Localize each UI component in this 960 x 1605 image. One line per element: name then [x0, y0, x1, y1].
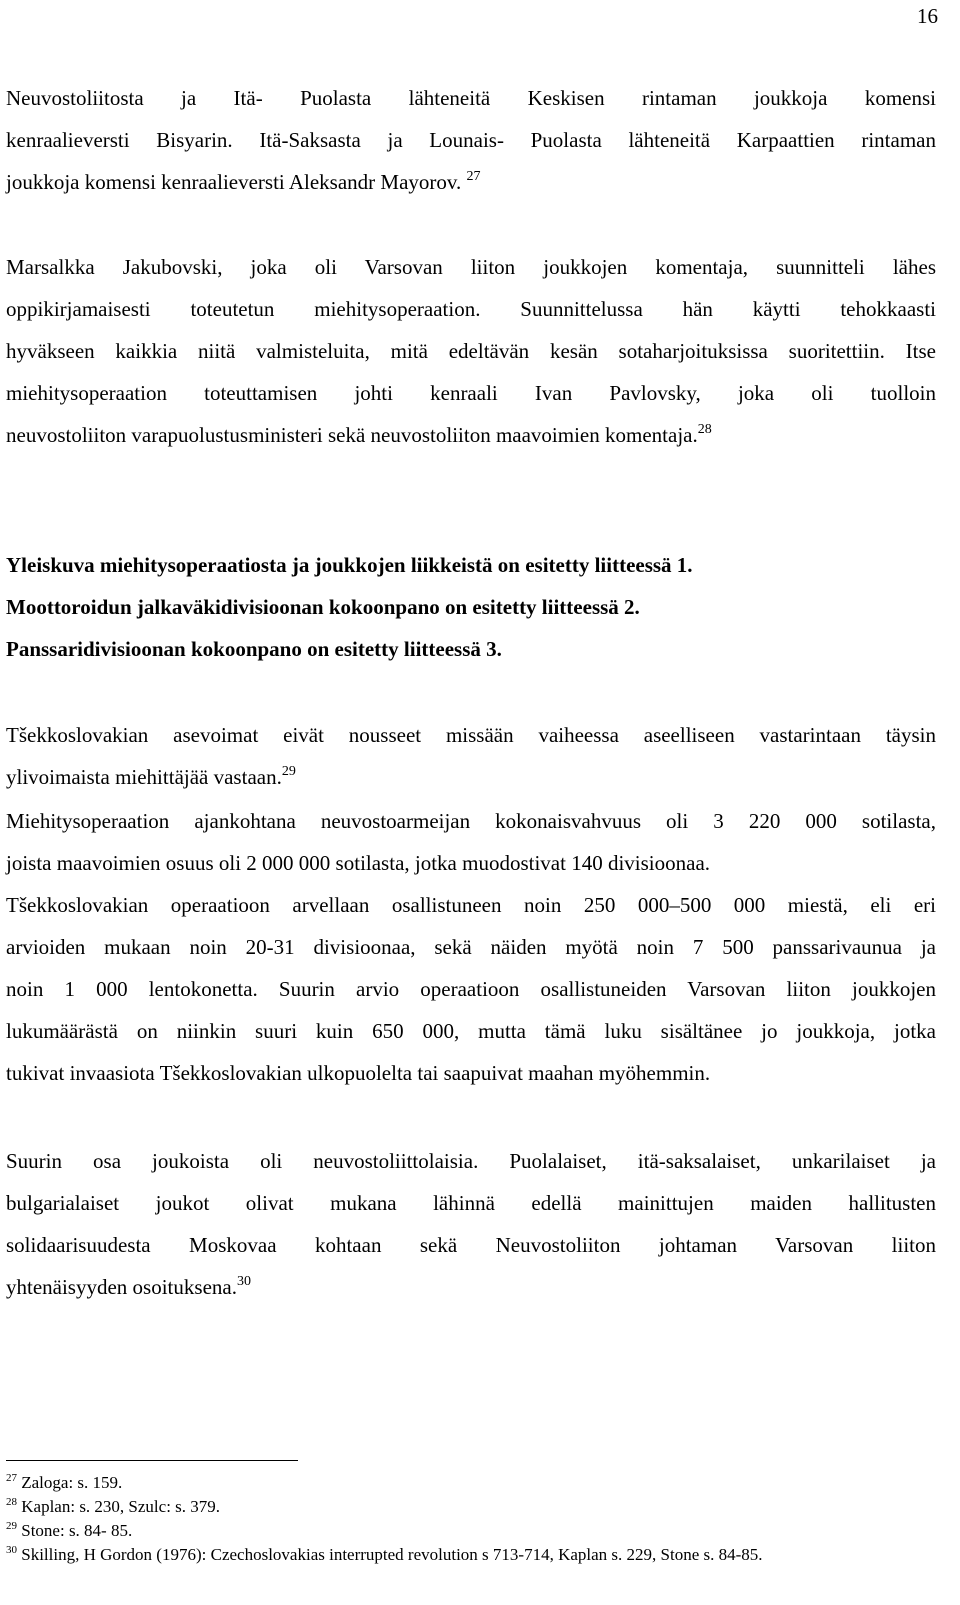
text-line: Tšekkoslovakian asevoimat eivät nousseet missään vaiheessa aseelliseen vastarintaan täysin [6, 723, 936, 747]
appendix-references [6, 544, 936, 670]
footnote-27: $^{27}$ Zaloga: s. 159. [6, 1472, 123, 1492]
text-line: Yleiskuva miehitysoperaatiosta ja joukkojen liikkeistä on esitetty liitteessä 1. [6, 553, 693, 577]
text-line: ylivoimaista miehittäjää vastaan.$^{29}$ [6, 764, 296, 789]
text-line: neuvostoliiton varapuolustusministeri sekä neuvostoliiton maavoimien komentaja.$^{28}$ [6, 422, 712, 447]
text-line: kenraalieversti Bisyarin. Itä-Saksasta ja Lounais- Puolasta lähteneitä Karpaattien rintaman [6, 128, 936, 152]
page-number: 16 [917, 4, 938, 28]
footnotes [6, 1471, 946, 1567]
paragraph-2 [6, 246, 936, 456]
text-line: Moottoroidun jalkaväkidivisioonan kokoonpano on esitetty liitteessä 2. [6, 595, 640, 619]
text-line: Tšekkoslovakian operaatioon arvellaan osallistuneen noin 250 000–500 000 miestä, eli eri [6, 893, 936, 917]
text-line: Marsalkka Jakubovski, joka oli Varsovan liiton joukkojen komentaja, suunnitteli lähes [6, 255, 936, 279]
paragraph-5 [6, 800, 936, 1094]
text-line: solidaarisuudesta Moskovaa kohtaan sekä Neuvostoliiton johtaman Varsovan liiton [6, 1233, 936, 1257]
footnote-divider [6, 1460, 298, 1461]
text-line: joukkoja komensi kenraalieversti Aleksandr Mayorov. $^{27}$ [6, 169, 481, 194]
paragraph-4 [6, 714, 936, 798]
text-line: Miehitysoperaation ajankohtana neuvostoarmeijan kokonaisvahvuus oli 3 220 000 sotilasta, [6, 809, 936, 833]
text-line: Neuvostoliitosta ja Itä- Puolasta lähteneitä Keskisen rintaman joukkoja komensi [6, 86, 936, 110]
footnote-ref-27[interactable]: 27 [466, 169, 481, 184]
text-line: oppikirjamaisesti toteutetun miehitysoperaation. Suunnittelussa hän käytti tehokkaasti [6, 297, 936, 321]
footnote-ref-30[interactable]: 30 [236, 1274, 251, 1289]
text-line: arvioiden mukaan noin 20-31 divisioonaa, sekä näiden myötä noin 7 500 panssarivaunua ja [6, 935, 936, 959]
footnote-30: $^{30}$ Skilling, H Gordon (1976): Czechoslovakias interrupted revolution s 713-714, Kaplan s. 229, Stone s. 84-85. [6, 1544, 763, 1564]
text-line: lukumäärästä on niinkin suuri kuin 650 000, mutta tämä luku sisältänee jo joukkoja, jotka [6, 1019, 936, 1043]
text-line: bulgarialaiset joukot olivat mukana lähinnä edellä mainittujen maiden hallitusten [6, 1191, 936, 1215]
footnote-ref-28[interactable]: 28 [697, 422, 712, 437]
text-line: miehitysoperaation toteuttamisen johti kenraali Ivan Pavlovsky, joka oli tuolloin [6, 381, 936, 405]
footnote-ref-29[interactable]: 29 [281, 764, 296, 779]
footnote-28: $^{28}$ Kaplan: s. 230, Szulc: s. 379. [6, 1496, 221, 1516]
text-line: noin 1 000 lentokonetta. Suurin arvio operaatioon osallistuneiden Varsovan liiton joukkojen [6, 977, 936, 1001]
paragraph-6 [6, 1140, 936, 1308]
footnote-29: $^{29}$ Stone: s. 84- 85. [6, 1520, 133, 1540]
text-line: hyväkseen kaikkia niitä valmisteluita, mitä edeltävän kesän sotaharjoituksissa suoritettiin. Itse [6, 339, 936, 363]
text-line: yhtenäisyyden osoituksena.$^{30}$ [6, 1274, 251, 1299]
text-line: Suurin osa joukoista oli neuvostoliittolaisia. Puolalaiset, itä-saksalaiset, unkarilaiset ja [6, 1149, 936, 1173]
paragraph-1 [6, 77, 936, 203]
text-line: joista maavoimien osuus oli 2 000 000 sotilasta, jotka muodostivat 140 divisioonaa. [6, 851, 711, 875]
text-line: tukivat invaasiota Tšekkoslovakian ulkopuolelta tai saapuivat maahan myöhemmin. [6, 1061, 711, 1085]
text-line: Panssaridivisioonan kokoonpano on esitetty liitteessä 3. [6, 637, 502, 661]
